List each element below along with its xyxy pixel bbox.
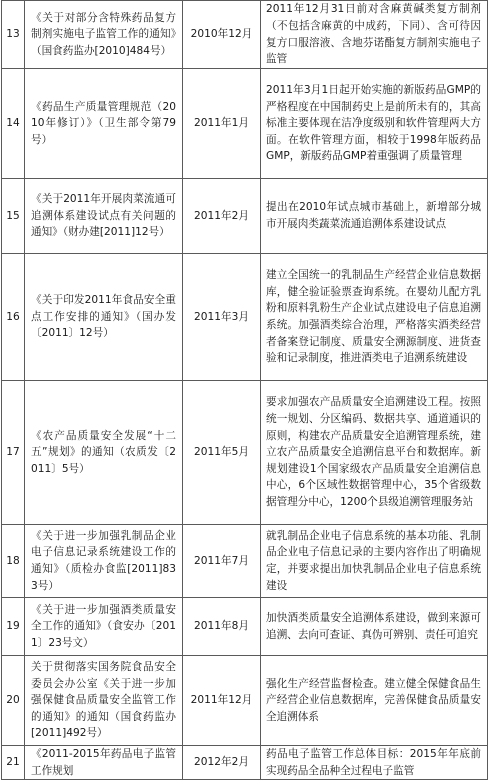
description: 2011年3月1日起开始实施的新版药品GMP的严格程度在中国制药史上是前所未有的，其高标准主要体现在洁净度级别和软件管理两大方面。在软件管理方面，相较于1998年版药品GMP，新版药品GMP着重强调了质量管理: [261, 69, 488, 179]
document-title: 关于贯彻落实国务院食品安全委员会办公室《关于进一步加强保健食品质量安全监管工作的通知》的通知（国食药监办[2011]492号）: [25, 656, 183, 746]
table-row: [2, 254, 488, 381]
issue-date: 2011年1月: [183, 69, 261, 179]
issue-date: 2010年12月: [183, 1, 261, 69]
row-number: 18: [2, 525, 25, 598]
row-number: 14: [2, 69, 25, 179]
description: 药品电子监管工作总体目标：2015年年底前实现药品全品种全过程电子监管: [261, 746, 488, 780]
table-row: [2, 1, 488, 69]
description: 就乳制品企业电子信息系统的基本功能、乳制品企业电子信息记录的主要内容作出了明确规定，并要求提出加快乳制品企业电子信息系统建设: [261, 525, 488, 598]
policy-table: [1, 0, 488, 780]
row-number: 21: [2, 746, 25, 780]
row-number: 19: [2, 598, 25, 656]
issue-date: 2012年2月: [183, 746, 261, 780]
row-number: 20: [2, 656, 25, 746]
table-row: [2, 656, 488, 746]
issue-date: 2011年3月: [183, 254, 261, 381]
document-title: 《药品生产质量管理规范（2010年修订）》（卫生部令第79号）: [25, 69, 183, 179]
description: 强化生产经营监督检查。建立健全保健食品生产经营企业信息数据库，完善保健食品质量安全追溯体系: [261, 656, 488, 746]
document-title: 《2011-2015年药品电子监管工作规划: [25, 746, 183, 780]
description: 要求加强农产品质量安全追溯建设工程。按照统一规划、分区编码、数据共享、通道通识的原则，构建农产品质量安全追溯管理系统，建立农产品质量安全追溯信息平台和数据库。新规划建设1个国家级农产品质量安全追溯信息中心，6个区域性数据管理中心，35个省级数据管理分中心，1200个县级追溯管理服务站: [261, 381, 488, 525]
table-row: [2, 598, 488, 656]
document-title: 《关于进一步加强乳制品企业电子信息记录系统建设工作的通知》（质检办食监[2011]833号）: [25, 525, 183, 598]
table-row: [2, 69, 488, 179]
document-title: 《关于2011年开展肉菜流通可追溯体系建设试点有关问题的通知》（财办建[2011]12号）: [25, 179, 183, 254]
issue-date: 2011年2月: [183, 179, 261, 254]
row-number: 16: [2, 254, 25, 381]
row-number: 17: [2, 381, 25, 525]
table-row: [2, 381, 488, 525]
description: 2011年12月31日前对含麻黄碱类复方制剂（不包括含麻黄的中成药，下同）、含可待因复方口服溶液、含地芬诺酯复方制剂实施电子监管: [261, 1, 488, 69]
description: 建立全国统一的乳制品生产经营企业信息数据库，健全验证验票查询系统。在婴幼儿配方乳粉和原料乳粉生产企业试点建设电子信息追溯系统。加强酒类综合治理，严格落实酒类经营者备案登记制度、质量安全溯源制度、进货查验和记录制度，推进酒类电子追溯系统建设: [261, 254, 488, 381]
document-title: 《关于印发2011年食品安全重点工作安排的通知》（国办发〔2011〕12号）: [25, 254, 183, 381]
issue-date: 2011年5月: [183, 381, 261, 525]
document-title: 《农产品质量安全发展“十二五”规划》的通知（农质发〔2011〕5号）: [25, 381, 183, 525]
issue-date: 2011年8月: [183, 598, 261, 656]
row-number: 15: [2, 179, 25, 254]
issue-date: 2011年12月: [183, 656, 261, 746]
table-row: [2, 179, 488, 254]
description: 提出在2010年试点城市基础上，新增部分城市开展肉类蔬菜流通追溯体系建设试点: [261, 179, 488, 254]
table-row: [2, 525, 488, 598]
document-title: 《关于进一步加强酒类质量安全工作的通知》（食安办〔2011〕23号文）: [25, 598, 183, 656]
row-number: 13: [2, 1, 25, 69]
description: 加快酒类质量安全追溯体系建设，做到来源可追溯、去向可查证、真伪可辨别、责任可追究: [261, 598, 488, 656]
document-title: 《关于对部分含特殊药品复方制剂实施电子监管工作的通知》（国食药监办[2010]484号）: [25, 1, 183, 69]
issue-date: 2011年7月: [183, 525, 261, 598]
